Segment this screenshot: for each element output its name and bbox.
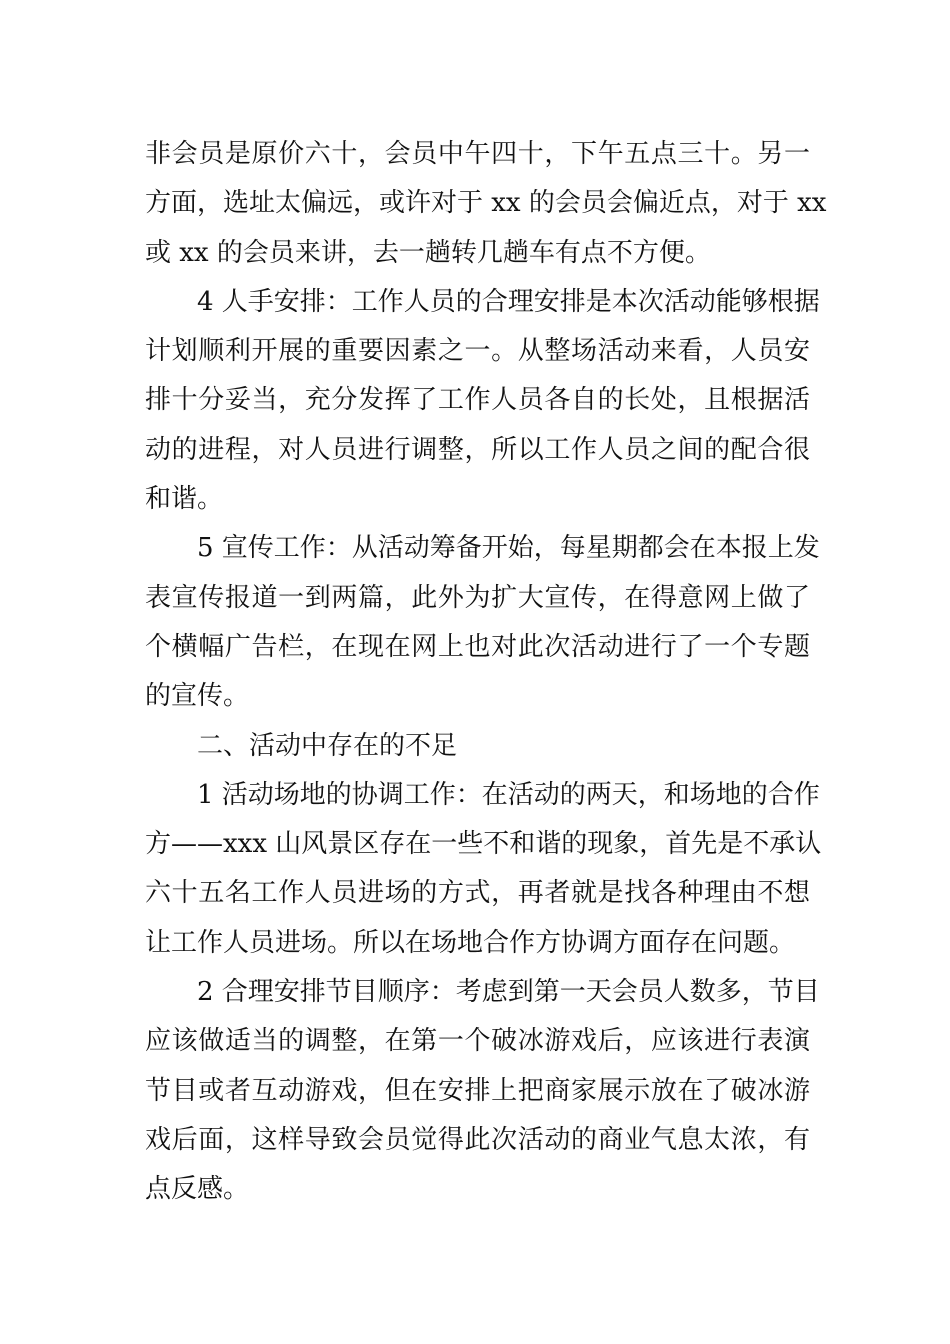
text-line: 1 活动场地的协调工作：在活动的两天，和场地的合作 [197, 779, 820, 810]
text-line: 的宣传。 [145, 681, 250, 712]
text-line: 方——xxx 山风景区存在一些不和谐的现象，首先是不承认 [145, 829, 822, 860]
text-line: 让工作人员进场。所以在场地合作方协调方面存在问题。 [145, 927, 796, 958]
text-line: 和谐。 [145, 484, 224, 515]
text-line: 方面，选址太偏远，或许对于 xx 的会员会偏近点，对于 xx [145, 188, 827, 219]
text-line: 动的进程，对人员进行调整，所以工作人员之间的配合很 [145, 434, 810, 465]
text-line: 5 宣传工作：从活动筹备开始，每星期都会在本报上发 [197, 533, 820, 564]
text-line: 个横幅广告栏，在现在网上也对此次活动进行了一个专题 [145, 631, 810, 662]
text-line: 六十五名工作人员进场的方式，再者就是找各种理由不想 [145, 878, 810, 909]
text-line: 排十分妥当，充分发挥了工作人员各自的长处，且根据活 [145, 385, 810, 416]
text-line: 应该做适当的调整，在第一个破冰游戏后，应该进行表演 [145, 1026, 810, 1057]
text-line: 4 人手安排：工作人员的合理安排是本次活动能够根据 [197, 286, 820, 317]
text-line: 表宣传报道一到两篇，此外为扩大宣传，在得意网上做了 [145, 582, 810, 613]
text-line: 2 合理安排节目顺序：考虑到第一天会员人数多，节目 [197, 977, 820, 1008]
document-body [145, 130, 827, 1215]
text-line: 戏后面，这样导致会员觉得此次活动的商业气息太浓，有 [145, 1124, 810, 1155]
text-line: 计划顺利开展的重要因素之一。从整场活动来看，人员安 [145, 336, 810, 367]
text-line: 点反感。 [145, 1174, 250, 1205]
text-line: 或 xx 的会员来讲，去一趟转几趟车有点不方便。 [145, 237, 711, 268]
text-line: 节目或者互动游戏，但在安排上把商家展示放在了破冰游 [145, 1075, 810, 1106]
text-line: 非会员是原价六十，会员中午四十，下午五点三十。另一 [145, 139, 810, 169]
section-heading: 二、活动中存在的不足 [197, 730, 458, 761]
